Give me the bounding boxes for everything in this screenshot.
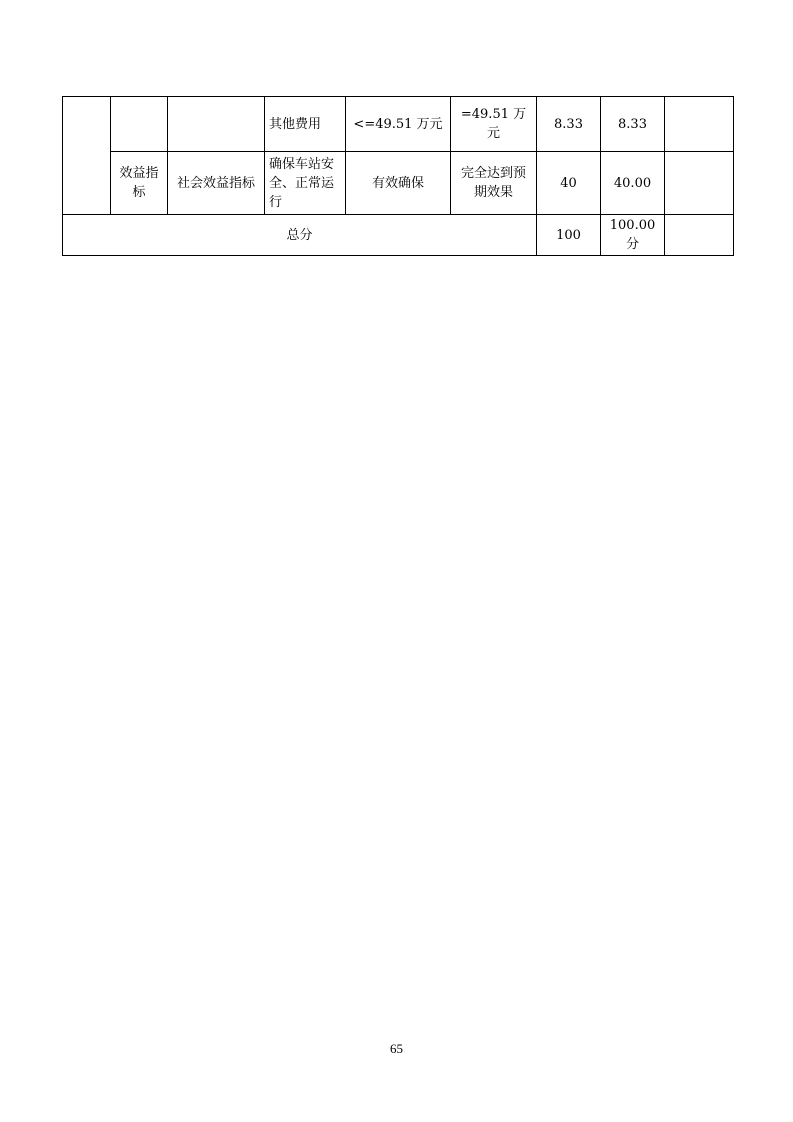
total-remark-cell [665, 215, 734, 256]
table-row [63, 97, 734, 152]
weight-cell: 8.33 [537, 97, 601, 152]
total-label-cell: 总分 [63, 215, 537, 256]
third-level-indicator-cell: 确保车站安全、正常运行 [265, 152, 346, 215]
remark-cell [665, 97, 734, 152]
remark-cell [665, 152, 734, 215]
second-level-indicator-cell: 社会效益指标 [168, 152, 265, 215]
performance-evaluation-table [62, 96, 734, 256]
total-weight-cell: 100 [537, 215, 601, 256]
table-row [63, 152, 734, 215]
total-row [63, 215, 734, 256]
page-number: 65 [390, 1041, 403, 1056]
total-score-cell: 100.00 分 [601, 215, 665, 256]
second-level-indicator-cell [168, 97, 265, 152]
score-cell: 40.00 [601, 152, 665, 215]
third-level-indicator-cell: 其他费用 [265, 97, 346, 152]
actual-value-cell: 完全达到预期效果 [451, 152, 537, 215]
first-level-indicator-cell [111, 97, 168, 152]
weight-cell: 40 [537, 152, 601, 215]
target-value-cell: <=49.51 万元 [346, 97, 451, 152]
score-cell: 8.33 [601, 97, 665, 152]
target-value-cell: 有效确保 [346, 152, 451, 215]
first-level-indicator-cell: 效益指标 [111, 152, 168, 215]
category-cell [63, 97, 111, 215]
actual-value-cell: =49.51 万元 [451, 97, 537, 152]
